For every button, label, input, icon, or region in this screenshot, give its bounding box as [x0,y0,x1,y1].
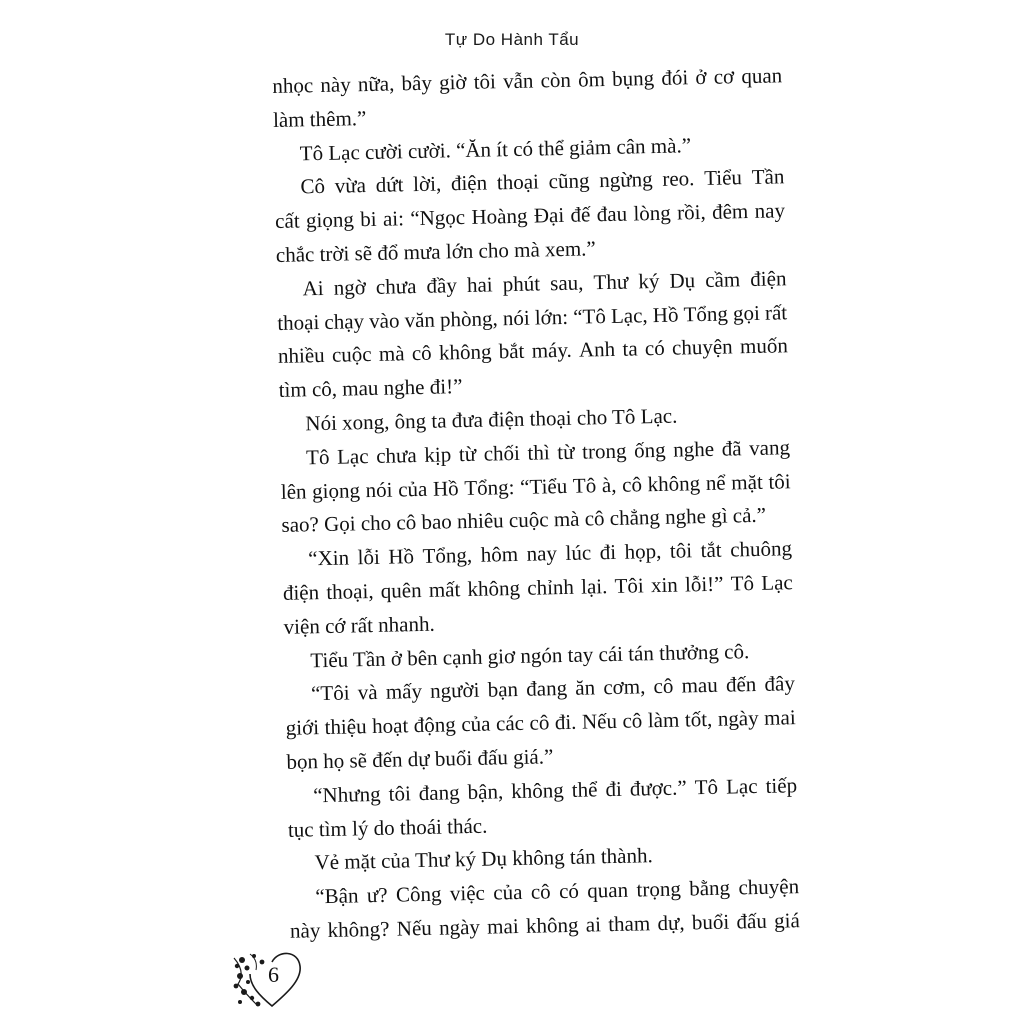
text-line: Tô Lạc cười cười. “Ăn ít có thể giảm cân mà.” [299,132,692,166]
text-line: Cô vừa dứt lời, điện thoại cũng ngừng reo. Tiểu Tần [300,164,785,199]
text-line: sao? Gọi cho cô bao nhiêu cuộc mà cô chẳng nghe gì cả.” [281,503,767,538]
text-line: chắc trời sẽ đổ mưa lớn cho mà xem.” [275,236,596,267]
text-line: này không? Nếu ngày mai không ai tham dự, buổi đấu giá [289,908,801,943]
text-line: lên giọng nói của Hồ Tổng: “Tiểu Tô à, cô không nể mặt tôi [280,468,791,504]
page-number: 6 [268,962,279,987]
text-line: Nói xong, ông ta đưa điện thoại cho Tô Lạc. [305,403,678,436]
text-line: Ai ngờ chưa đầy hai phút sau, Thư ký Dụ cầm điện [302,266,787,301]
text-line: làm thêm.” [272,105,367,132]
text-line: giới thiệu hoạt động của các cô đi. Nếu cô làm tốt, ngày mai [285,705,796,740]
text-line: Tiểu Tần ở bên cạnh giơ ngón tay cái tán thưởng cô. [310,638,750,672]
text-line: thoại chạy vào văn phòng, nói lớn: “Tô Lạc, Hồ Tổng gọi rất [277,299,788,335]
text-line: “Nhưng tôi đang bận, không thể đi được.” Tô Lạc tiếp [312,772,798,808]
text-line: “Xin lỗi Hồ Tổng, hôm nay lúc đi họp, tôi tắt chuông [307,536,793,571]
running-header: Tự Do Hành Tẩu [444,30,580,49]
text-line: nhọc này nữa, bây giờ tôi vẫn còn ôm bụng đói ở cơ quan [272,63,783,98]
text-line: Tô Lạc chưa kịp từ chối thì từ trong ống nghe đã vang [305,435,791,470]
text-line: “Bận ư? Công việc của cô có quan trọng bằng chuyện [315,874,800,909]
text-line: cất giọng bi ai: “Ngọc Hoàng Đại đế đau lòng rồi, đêm nay [274,198,786,234]
text-line: tục tìm lý do thoái thác. [287,813,488,842]
text-line: “Tôi và mấy người bạn đang ăn cơm, cô mau đến đây [310,671,796,706]
text-line: Vẻ mặt của Thư ký Dụ không tán thành. [314,843,653,875]
text-line: tìm cô, mau nghe đi!” [278,374,463,403]
body-text [272,59,800,948]
text-line: điện thoại, quên mất không chỉnh lại. Tôi xin lỗi!” Tô Lạc [282,570,793,605]
text-line: bọn họ sẽ đến dự buổi đấu giá.” [286,744,554,774]
text-line: nhiều cuộc mà cô không bắt máy. Anh ta có chuyện muốn [277,333,789,369]
text-line: viện cớ rất nhanh. [283,611,435,639]
